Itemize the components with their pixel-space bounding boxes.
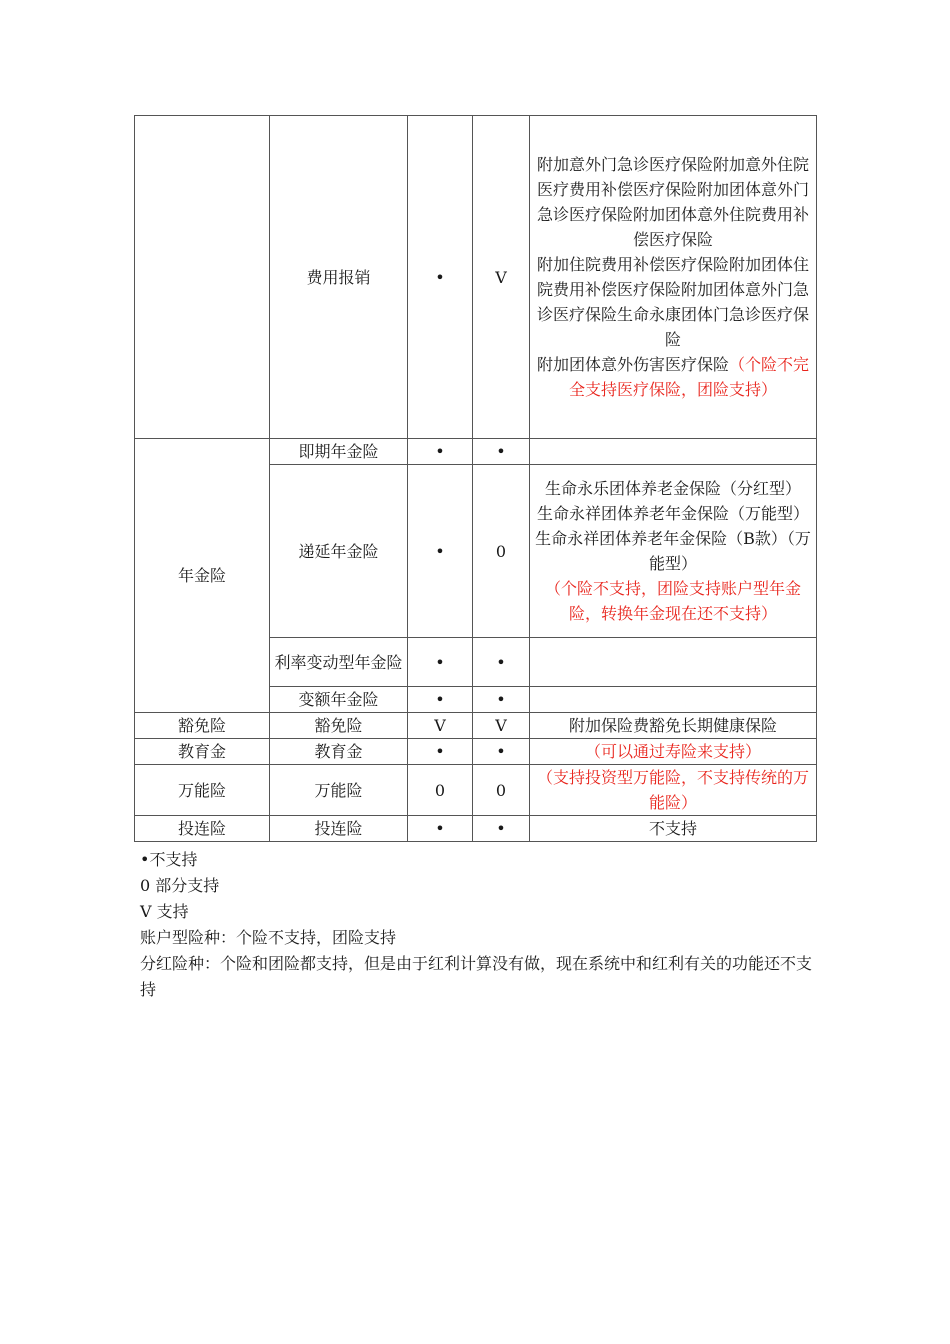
- notes-text: 生命永祥团体养老年金保险（B款）（万能型）: [535, 529, 811, 573]
- support-b-cell: 0: [473, 465, 530, 638]
- legend-line: V 支持: [140, 902, 189, 921]
- table-row: [135, 439, 817, 465]
- support-b-cell: V: [473, 713, 530, 739]
- category-cell: [135, 116, 270, 439]
- notes-text: 附加团体意外伤害医疗保险: [536, 355, 729, 374]
- subtype-cell: 递延年金险: [270, 465, 408, 638]
- notes-cell: [530, 465, 817, 638]
- notes-red-text: （个险不完全支持医疗保险，团险支持）: [568, 355, 810, 399]
- legend-line: 0 部分支持: [140, 876, 220, 895]
- support-b-cell: 0: [473, 765, 530, 816]
- support-a-cell: •: [408, 739, 473, 765]
- support-a-cell: •: [408, 687, 473, 713]
- support-a-cell: •: [408, 465, 473, 638]
- category-cell: 年金险: [135, 439, 270, 713]
- support-a-cell: •: [408, 816, 473, 842]
- notes-cell: [530, 687, 817, 713]
- support-b-cell: •: [473, 739, 530, 765]
- subtype-cell: 变额年金险: [270, 687, 408, 713]
- subtype-cell: 投连险: [270, 816, 408, 842]
- legend-line: 分红险种：个险和团险都支持，但是由于红利计算没有做，现在系统中和红利有关的功能还不支持: [140, 954, 813, 999]
- category-cell: 投连险: [135, 816, 270, 842]
- subtype-cell: 豁免险: [270, 713, 408, 739]
- notes-cell: 不支持: [530, 816, 817, 842]
- support-b-cell: •: [473, 816, 530, 842]
- notes-red-text: （支持投资型万能险，不支持传统的万能险）: [530, 765, 817, 816]
- support-a-cell: •: [408, 439, 473, 465]
- table-row: [135, 713, 817, 739]
- support-b-cell: •: [473, 638, 530, 687]
- subtype-cell: 万能险: [270, 765, 408, 816]
- notes-text: 生命永乐团体养老金保险（分红型）: [544, 479, 801, 498]
- notes-cell: [530, 116, 817, 439]
- notes-cell: [530, 439, 817, 465]
- notes-cell: [530, 638, 817, 687]
- category-cell: 万能险: [135, 765, 270, 816]
- notes-red-text: （可以通过寿险来支持）: [530, 739, 817, 765]
- support-a-cell: •: [408, 638, 473, 687]
- subtype-cell: 教育金: [270, 739, 408, 765]
- table-row: [135, 765, 817, 816]
- legend: [140, 847, 820, 1003]
- subtype-cell: 利率变动型年金险: [270, 638, 408, 687]
- support-a-cell: 0: [408, 765, 473, 816]
- notes-text: 附加住院费用补偿医疗保险附加团体住院费用补偿医疗保险附加团体意外门急诊医疗保险生命永康团体门急诊医疗保险: [536, 255, 809, 349]
- support-a-cell: •: [408, 116, 473, 439]
- notes-text: 生命永祥团体养老年金保险（万能型）: [536, 504, 809, 523]
- category-cell: 教育金: [135, 739, 270, 765]
- category-cell: 豁免险: [135, 713, 270, 739]
- notes-text: 附加意外门急诊医疗保险附加意外住院医疗费用补偿医疗保险附加团体意外门急诊医疗保险附加团体意外住院费用补偿医疗保险: [536, 155, 809, 249]
- insurance-support-table: [134, 115, 817, 842]
- table-row: [135, 816, 817, 842]
- legend-line: •不支持: [140, 850, 198, 869]
- support-b-cell: V: [473, 116, 530, 439]
- notes-red-text: （个险不支持，团险支持账户型年金险，转换年金现在还不支持）: [544, 579, 801, 623]
- legend-line: 账户型险种：个险不支持，团险支持: [140, 928, 397, 947]
- table-row: [135, 116, 817, 439]
- support-b-cell: •: [473, 439, 530, 465]
- support-b-cell: •: [473, 687, 530, 713]
- notes-cell: 附加保险费豁免长期健康保险: [530, 713, 817, 739]
- table-row: [135, 739, 817, 765]
- subtype-cell: 费用报销: [270, 116, 408, 439]
- subtype-cell: 即期年金险: [270, 439, 408, 465]
- support-a-cell: V: [408, 713, 473, 739]
- notes-text: [534, 352, 812, 402]
